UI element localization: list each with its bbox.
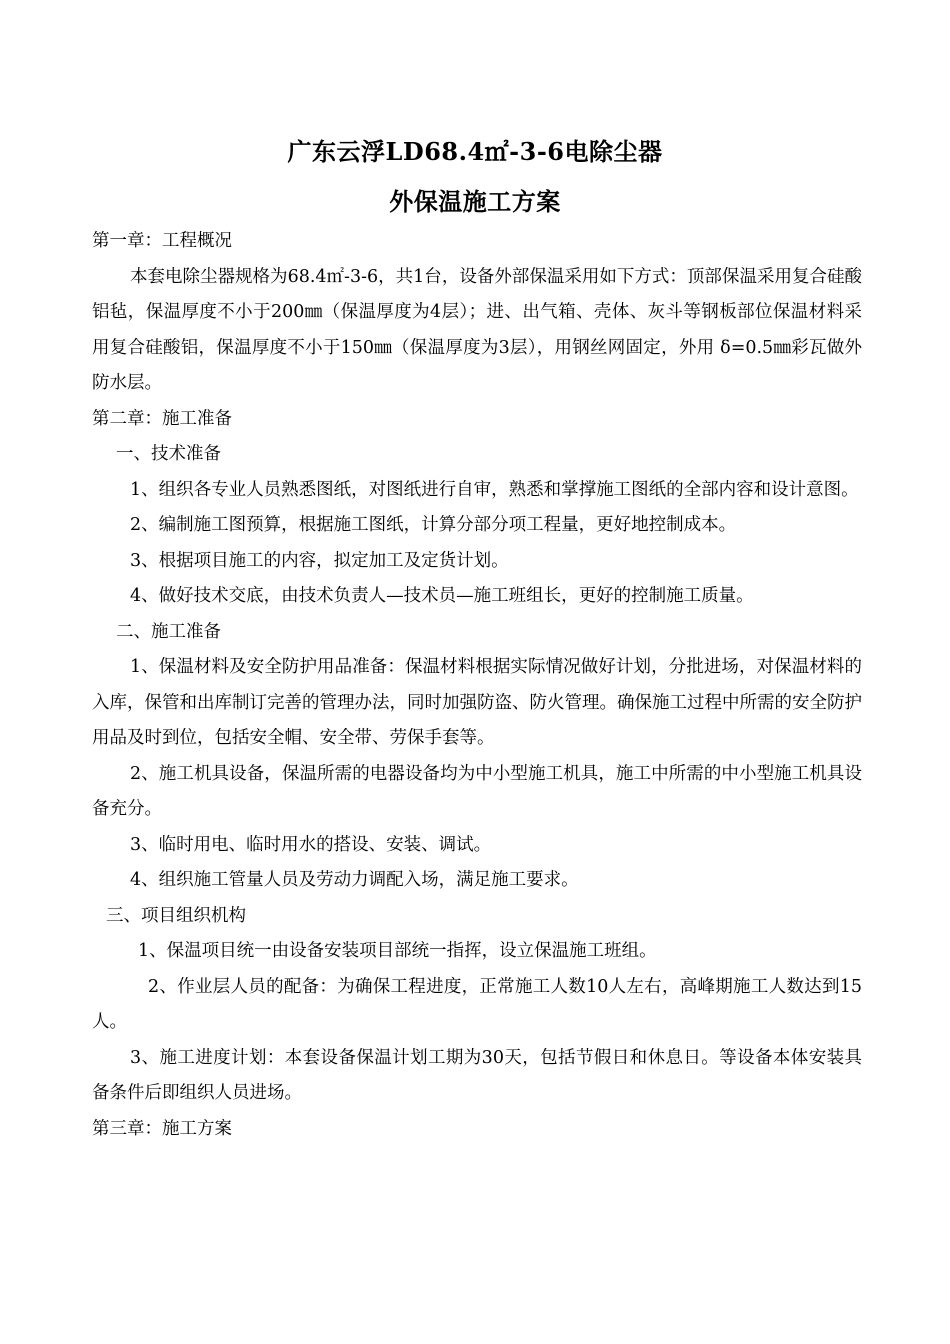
section-3-heading: 三、项目组织机构 bbox=[106, 905, 246, 926]
section-2-item-4: 4、组织施工管量人员及劳动力调配入场，满足施工要求。 bbox=[130, 870, 579, 890]
chapter-1-heading: 第一章：工程概况 bbox=[92, 231, 232, 251]
section-2-item-2: 2、施工机具设备，保温所需的电器设备均为中小型施工机具，施工中所需的中小型施工机具设备充分。 bbox=[92, 763, 862, 819]
section-1-item-3: 3、根据项目施工的内容，拟定加工及定货计划。 bbox=[130, 550, 509, 571]
section-3-item-1: 1、保温项目统一由设备安装项目部统一指挥，设立保温施工班组。 bbox=[138, 941, 657, 961]
section-2-heading: 二、施工准备 bbox=[116, 621, 221, 642]
chapter-2-heading: 第二章：施工准备 bbox=[92, 408, 232, 429]
chapter-3-heading: 第三章：施工方案 bbox=[92, 1118, 232, 1139]
document-body bbox=[92, 224, 862, 1147]
section-3-item-3: 3、施工进度计划：本套设备保温计划工期为30天，包括节假日和休息日。等设备本体安装具备条件后即组织人员进场。 bbox=[92, 1047, 862, 1103]
section-1-item-1: 1、组织各专业人员熟悉图纸，对图纸进行自审，熟悉和掌撑施工图纸的全部内容和设计意图。 bbox=[130, 479, 859, 500]
section-2-item-1: 1、保温材料及安全防护用品准备：保温材料根据实际情况做好计划，分批进场，对保温材料的入库，保管和出库制订完善的管理办法，同时加强防盗、防火管理。确保施工过程中所需的安全防护用品及时到位，包括安全帽、安全带、劳保手套等。 bbox=[92, 657, 862, 748]
section-1-heading: 一、技术准备 bbox=[116, 444, 221, 464]
section-1-item-4: 4、做好技术交底，由技术负责人—技术员—施工班组长，更好的控制施工质量。 bbox=[130, 586, 754, 606]
section-3-item-2: 2、作业层人员的配备：为确保工程进度，正常施工人数10人左右，高峰期施工人数达到15人。 bbox=[92, 976, 862, 1032]
document-title-line1: 广东云浮LD68.4㎡-3-6电除尘器 bbox=[287, 137, 663, 166]
chapter-1-paragraph: 本套电除尘器规格为68.4㎡-3-6，共1台，设备外部保温采用如下方式：顶部保温采用复合硅酸铝毡，保温厚度不小于200㎜（保温厚度为4层）；进、出气箱、壳体、灰斗等钢板部位保温材料采用复合硅酸铝，保温厚度不小于150㎜（保温厚度为3层），用钢丝网固定，外用 δ=0.5㎜彩瓦做外防水层。 bbox=[92, 266, 862, 393]
section-2-item-3: 3、临时用电、临时用水的搭设、安装、调试。 bbox=[130, 834, 492, 855]
document-title-line2: 外保温施工方案 bbox=[389, 187, 561, 216]
section-1-item-2: 2、编制施工图预算，根据施工图纸，计算分部分项工程量，更好地控制成本。 bbox=[130, 515, 737, 535]
